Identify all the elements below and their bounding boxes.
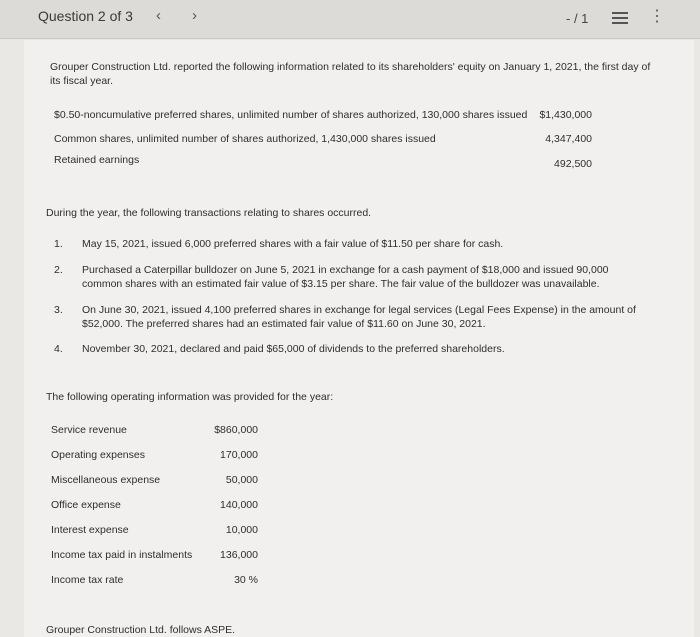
accounting-standard-note: Grouper Construction Ltd. follows ASPE. — [46, 624, 236, 636]
transaction-text: November 30, 2021, declared and paid $65,000 of dividends to the preferred shareholders. — [82, 343, 505, 355]
transactions-intro: During the year, the following transactions relating to shares occurred. — [46, 207, 372, 219]
chevron-left-icon[interactable]: ‹ — [156, 7, 161, 24]
equity-value-common: 4,347,400 — [545, 133, 592, 145]
operating-value: 170,000 — [220, 449, 258, 461]
question-counter: Question 2 of 3 — [38, 8, 133, 24]
transaction-text: Purchased a Caterpillar bulldozer on June 5, 2021 in exchange for a cash payment of $18,000 and issued 90,000 common shares with an estimated fair value of $3.15 per share. The fair value of the bulldozer was unavailable. — [82, 264, 609, 290]
operating-value: 140,000 — [220, 499, 258, 511]
operating-value: 50,000 — [225, 474, 258, 486]
operating-label: Service revenue — [51, 424, 127, 436]
transaction-number: 4. — [54, 343, 63, 355]
operating-label: Income tax rate — [51, 574, 124, 586]
operating-value: 136,000 — [220, 549, 258, 561]
equity-label-common: Common shares, unlimited number of shares authorized, 1,430,000 shares issued — [54, 133, 436, 145]
transaction-text: May 15, 2021, issued 6,000 preferred shares with a fair value of $11.50 per share for cash. — [82, 238, 504, 250]
equity-label-retained: Retained earnings — [54, 154, 140, 166]
operating-label: Office expense — [51, 499, 121, 511]
equity-label-preferred: $0.50-noncumulative preferred shares, unlimited number of shares authorized, 130,000 shares issued — [54, 109, 528, 121]
transaction-number: 3. — [54, 304, 63, 316]
operating-value: $860,000 — [214, 424, 258, 436]
operating-label: Operating expenses — [51, 449, 145, 461]
operating-intro: The following operating information was provided for the year: — [46, 391, 334, 403]
equity-value-preferred: $1,430,000 — [539, 109, 592, 121]
list-icon[interactable] — [612, 12, 628, 24]
question-intro: Grouper Construction Ltd. reported the following information related to its shareholders' equity on January 1, 2021, the first day of its fiscal year. — [50, 61, 651, 87]
question-card — [24, 40, 694, 637]
operating-label: Interest expense — [51, 524, 129, 536]
operating-label: Miscellaneous expense — [51, 474, 161, 486]
score-display: - / 1 — [566, 11, 589, 26]
operating-value: 30 % — [234, 574, 258, 586]
operating-value: 10,000 — [225, 524, 258, 536]
chevron-right-icon[interactable]: › — [192, 7, 197, 24]
operating-label: Income tax paid in instalments — [51, 549, 193, 561]
equity-value-retained: 492,500 — [554, 158, 592, 170]
more-vertical-icon[interactable]: ⋮ — [649, 8, 665, 25]
transaction-number: 2. — [54, 264, 63, 276]
question-header — [0, 0, 700, 39]
transaction-text: On June 30, 2021, issued 4,100 preferred shares in exchange for legal services (Legal Fees Expense) in the amount of $52,000. The preferred shares had an estimated fair value of $11.60 on June 30, 2021. — [82, 304, 636, 330]
transaction-number: 1. — [54, 238, 63, 250]
